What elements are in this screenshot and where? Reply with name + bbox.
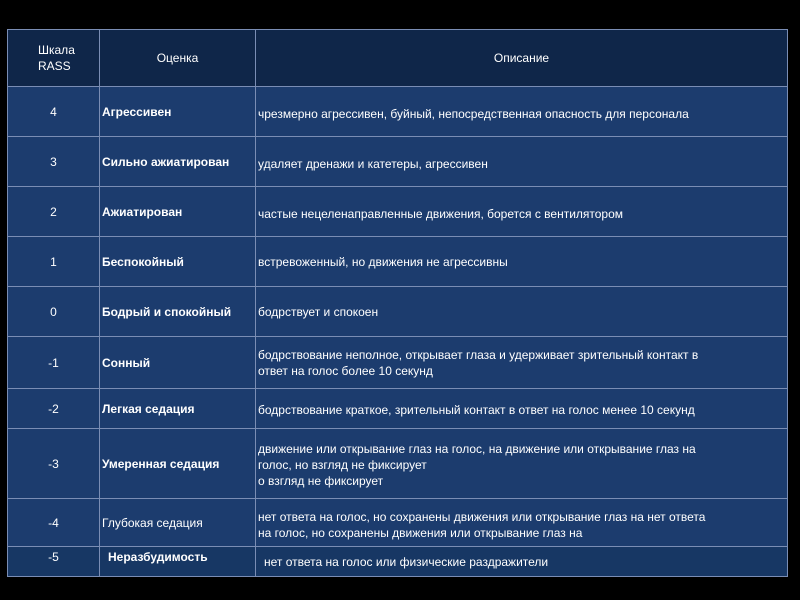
table-row: [8, 429, 788, 499]
table-row: [8, 137, 788, 187]
score-cell: 2: [8, 187, 100, 237]
rating-cell: Неразбудимость: [100, 547, 256, 577]
description-cell: [256, 187, 788, 237]
rating-cell: Глубокая седация: [100, 499, 256, 547]
description-line: бодрствование неполное, открывает глаза и удерживает зрительный контакт в: [258, 347, 699, 362]
description-cell: [256, 237, 788, 287]
description-cell: [256, 87, 788, 137]
table-row: [8, 499, 788, 547]
description-cell: [256, 429, 788, 499]
description-line: движение или открывание глаз на голос, на движение или открывание глаз на: [258, 441, 696, 456]
description-line: голос, но взгляд не фиксирует: [258, 457, 427, 472]
table-header-row: [8, 30, 788, 87]
description-line: бодрствует и спокоен: [258, 304, 379, 319]
description-cell: [256, 337, 788, 389]
score-cell: 0: [8, 287, 100, 337]
description-cell: [256, 547, 788, 577]
table-row: [8, 337, 788, 389]
description-line: ответ на голос более 10 секунд: [258, 363, 433, 378]
rating-cell: Бодрый и спокойный: [100, 287, 256, 337]
score-cell: -5: [8, 547, 100, 577]
description-line: чрезмерно агрессивен, буйный, непосредственная опасность для персонала: [258, 106, 689, 121]
score-cell: -2: [8, 389, 100, 429]
table-row: [8, 287, 788, 337]
rass-table: [7, 29, 788, 577]
header-score: Шкала RASS: [8, 30, 100, 87]
description-line: о взгляд не фиксирует: [258, 473, 384, 488]
rating-cell: Легкая седация: [100, 389, 256, 429]
rating-cell: Сильно ажиатирован: [100, 137, 256, 187]
header-rating: Оценка: [100, 30, 256, 87]
description-line: на голос, но сохранены движения или открывание глаз на: [258, 525, 583, 540]
table-row: [8, 547, 788, 577]
description-line: частые нецеленаправленные движения, борется с вентилятором: [258, 206, 624, 221]
table-row: [8, 237, 788, 287]
rating-cell: Беспокойный: [100, 237, 256, 287]
description-line: нет ответа на голос или физические раздражители: [264, 554, 549, 569]
score-cell: -1: [8, 337, 100, 389]
description-line: бодрствование краткое, зрительный контакт в ответ на голос менее 10 секунд: [258, 402, 695, 417]
table-row: [8, 87, 788, 137]
rating-cell: Агрессивен: [100, 87, 256, 137]
description-cell: [256, 287, 788, 337]
score-cell: -4: [8, 499, 100, 547]
score-cell: 4: [8, 87, 100, 137]
score-cell: 3: [8, 137, 100, 187]
description-cell: [256, 137, 788, 187]
table-row: [8, 187, 788, 237]
score-cell: 1: [8, 237, 100, 287]
header-description: Описание: [256, 30, 788, 87]
rating-cell: Умеренная седация: [100, 429, 256, 499]
score-cell: -3: [8, 429, 100, 499]
description-line: удаляет дренажи и катетеры, агрессивен: [258, 156, 488, 171]
description-line: нет ответа на голос, но сохранены движения или открывание глаз на нет ответа: [258, 509, 706, 524]
rating-cell: Ажиатирован: [100, 187, 256, 237]
description-cell: [256, 389, 788, 429]
rating-cell: Сонный: [100, 337, 256, 389]
table-row: [8, 389, 788, 429]
description-line: встревоженный, но движения не агрессивны: [258, 254, 508, 269]
description-cell: [256, 499, 788, 547]
